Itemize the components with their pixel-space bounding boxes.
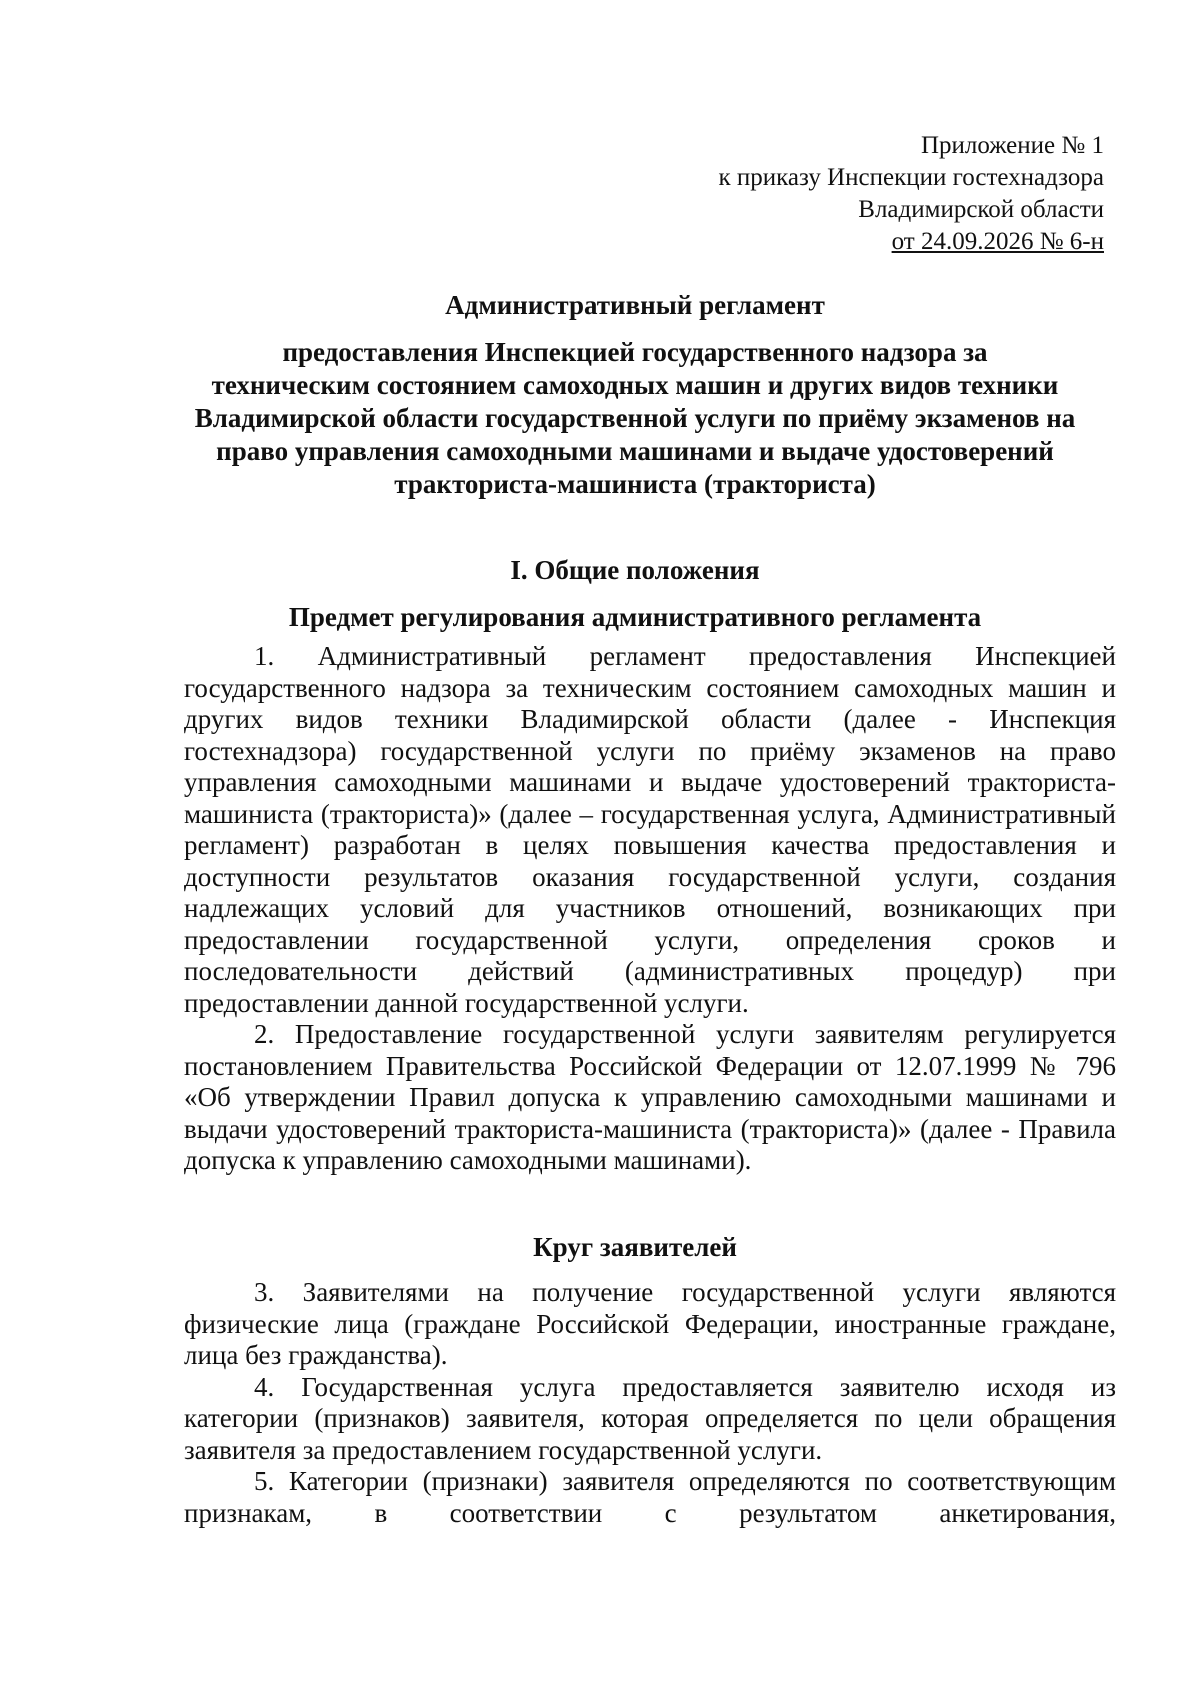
subtitle-line: техническим состоянием самоходных машин и других видов техники [211,370,1059,400]
paragraph-3 [184,1277,1116,1372]
text-line: допуска к управлению самоходными машинами). [184,1145,752,1175]
text-line: доступности результатов оказания государственной услуги, создания [184,861,1116,892]
text-line: гостехнадзора) государственной услуги по приёму экзаменов на право [184,735,1116,766]
annex-line: к приказу Инспекции гостехнадзора [718,164,1104,191]
text-line: категории (признаков) заявителя, которая определяется по цели обращения [184,1403,1116,1433]
text-line: последовательности действий (административных процедур) при [184,956,1116,986]
text-line: 4. Государственная услуга предоставляется заявителю исходя из [254,1371,1116,1402]
paragraph-5 [184,1466,1116,1529]
text-line: государственного надзора за техническим состоянием самоходных машин и [184,672,1116,703]
text-line: признакам, в соответствии с результатом анкетирования, [184,1497,1116,1528]
text-line: машиниста (тракториста)» (далее – государственная услуга, Административный [184,798,1116,829]
subtitle-line: Владимирской области государственной услуги по приёму экзаменов на [194,403,1076,433]
text-line: управления самоходными машинами и выдаче удостоверений тракториста- [184,767,1116,797]
text-line: надлежащих условий для участников отношений, возникающих при [184,893,1116,923]
text-line: 3. Заявителями на получение государственной услуги являются [254,1277,1116,1307]
subtitle-line: право управления самоходными машинами и выдаче удостоверений [216,436,1054,466]
text-line: «Об утверждении Правил допуска к управлению самоходными машинами и [184,1082,1116,1112]
text-line: выдачи удостоверений тракториста-машиниста (тракториста)» (далее - Правила [184,1113,1116,1144]
annex-date-number: от 24.09.2026 № 6-н [891,228,1104,255]
paragraph-4 [184,1372,1116,1467]
paragraph-1 [184,641,1116,1019]
text-line: предоставлении данной государственной услуги. [184,987,749,1018]
text-block-provisions [184,641,1116,1177]
text-line: регламент) разработан в целях повышения качества предоставления и [184,830,1116,860]
text-line: лица без гражданства). [184,1340,448,1370]
subsection-heading-applicants: Круг заявителей [533,1232,737,1262]
text-line: других видов техники Владимирской области (далее - Инспекция [184,704,1116,734]
text-line: заявителя за предоставлением государственной услуги. [184,1434,823,1465]
document-subtitle [150,336,1120,501]
subtitle-line: тракториста-машиниста (тракториста) [394,469,876,499]
annex-note [718,130,1104,258]
text-line: физические лица (граждане Российской Федерации, иностранные граждане, [184,1308,1116,1339]
text-line: 5. Категории (признаки) заявителя определяются по соответствующим [254,1466,1116,1496]
text-line: постановлением Правительства Российской Федерации от 12.07.1999 № 796 [184,1050,1116,1081]
subsection-heading: Предмет регулирования административного регламента [288,602,982,632]
text-line: предоставлении государственной услуги, определения сроков и [184,924,1116,955]
text-block-applicants [184,1277,1116,1529]
paragraph-2 [184,1019,1116,1177]
text-line: 1. Административный регламент предоставления Инспекцией [254,641,1116,671]
document-title: Административный регламент [445,290,825,320]
annex-line: Приложение № 1 [920,132,1104,159]
text-line: 2. Предоставление государственной услуги заявителям регулируется [254,1019,1116,1049]
subtitle-line: предоставления Инспекцией государственного надзора за [282,337,988,367]
annex-line: Владимирской области [858,196,1104,223]
section-heading: I. Общие положения [510,555,760,585]
